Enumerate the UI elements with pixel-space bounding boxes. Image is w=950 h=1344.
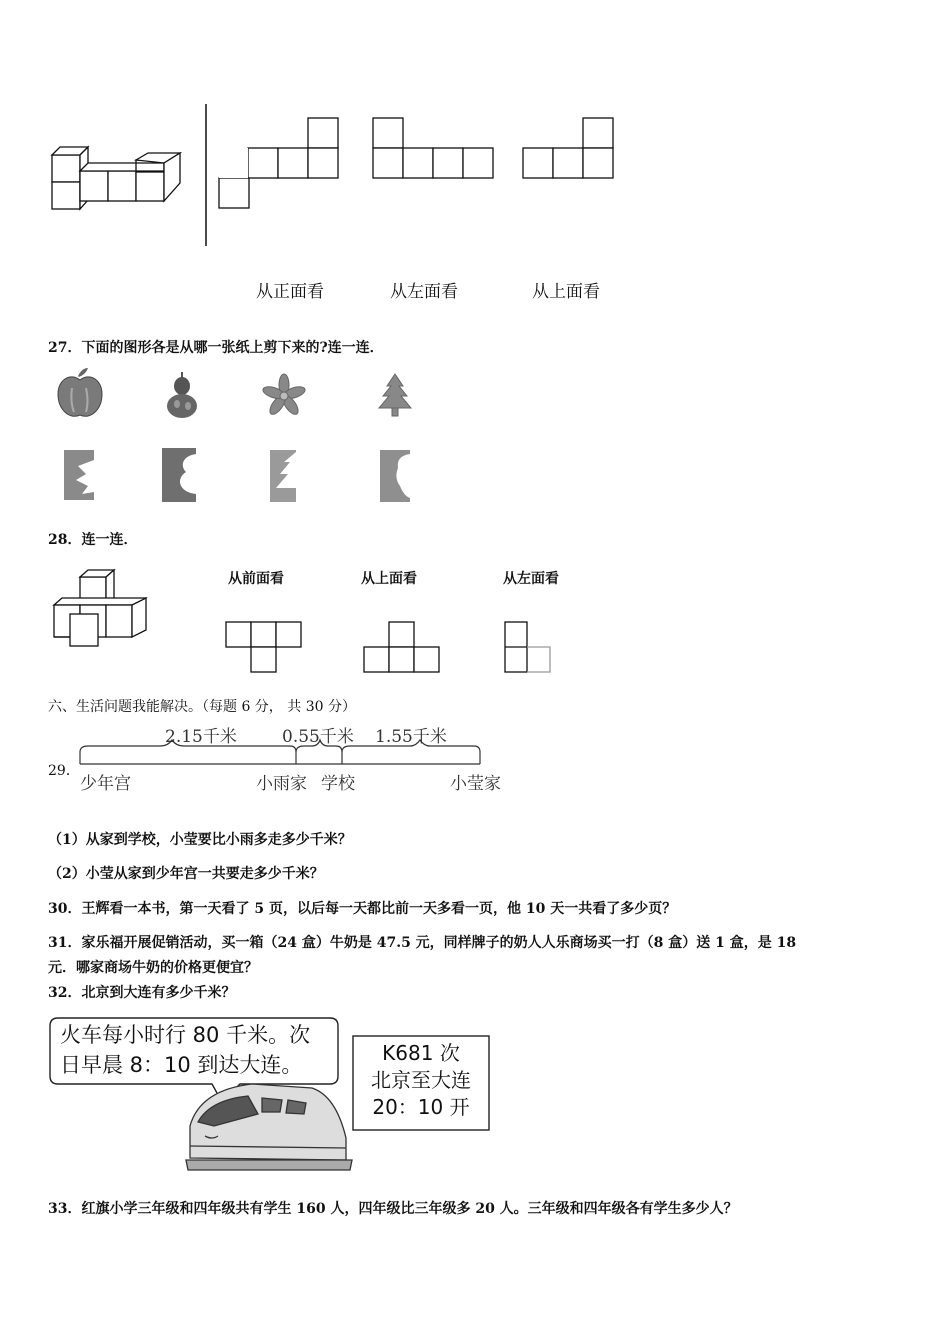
q28-label-top: 从上面看 xyxy=(361,571,417,587)
q33-text: 33．红旗小学三年级和四年级共有学生 160 人，四年级比三年级多 20 人。三年级和四年级各有学生多少人？ xyxy=(48,1201,738,1217)
q29-segment-3: 1.55千米 xyxy=(375,727,447,747)
apple-icon xyxy=(58,368,102,416)
q29-place-4: 小莹家 xyxy=(450,774,501,794)
q28-view-top xyxy=(364,622,439,672)
q26-cube-solid xyxy=(52,147,180,209)
flower-icon xyxy=(262,374,307,417)
q32-bubble-line-2: 日早晨 8：10 到达大连。 xyxy=(60,1053,303,1077)
q26-label-front: 从正面看 xyxy=(256,282,324,302)
gourd-icon xyxy=(167,372,197,418)
q32-sign-line-1: K681 次 xyxy=(382,1041,460,1065)
q32-sign-line-2: 北京至大连 xyxy=(371,1068,471,1092)
paper-cut-gourd-icon xyxy=(162,448,196,502)
q29-place-3: 学校 xyxy=(321,774,355,794)
q26-view-b xyxy=(373,118,493,178)
q26-view-c xyxy=(523,118,613,178)
q26-view-a xyxy=(219,118,338,208)
q28-view-front xyxy=(226,622,301,672)
q28-label-left: 从左面看 xyxy=(503,571,559,587)
tree-icon xyxy=(379,374,411,416)
section-6-title: 六、生活问题我能解决。（每题 6 分， 共 30 分） xyxy=(48,699,356,715)
q28-text: 28．连一连． xyxy=(48,532,138,548)
q27-figure xyxy=(0,360,950,560)
q31-line-2: 元．哪家商场牛奶的价格更便宜？ xyxy=(48,960,258,976)
q32-bubble-line-1: 火车每小时行 80 千米。次 xyxy=(60,1023,311,1047)
q28-view-left xyxy=(505,622,550,672)
q32-text: 32．北京到大连有多少千米？ xyxy=(48,985,236,1001)
q26-label-top: 从上面看 xyxy=(532,282,600,302)
q29-segment-2: 0.55千米 xyxy=(282,727,354,747)
q29-sub-1: （1）从家到学校，小莹要比小雨多走多少千米？ xyxy=(48,832,352,848)
paper-cut-apple-icon xyxy=(380,450,410,502)
q29-sub-2: （2）小莹从家到少年宫一共要走多少千米？ xyxy=(48,866,324,882)
q29-number: 29． xyxy=(48,763,80,779)
q29-place-1: 少年宫 xyxy=(80,774,131,794)
q28-cube-solid xyxy=(54,570,146,646)
q29-place-2: 小雨家 xyxy=(256,774,307,794)
paper-cut-flower-icon xyxy=(64,450,94,500)
q32-sign-line-3: 20：10 开 xyxy=(372,1095,470,1119)
q26-figure xyxy=(0,0,950,260)
q30-text: 30．王辉看一本书，第一天看了 5 页，以后每一天都比前一天多看一页，他 10 天一共看了多少页？ xyxy=(48,901,677,917)
q28-label-front: 从前面看 xyxy=(228,571,284,587)
q28-figure xyxy=(0,560,950,680)
q29-segment-1: 2.15千米 xyxy=(165,727,237,747)
q26-label-left: 从左面看 xyxy=(390,282,458,302)
paper-cut-tree-icon xyxy=(270,450,296,502)
q27-text: 27．下面的图形各是从哪一张纸上剪下来的?连一连． xyxy=(48,340,384,356)
q31-line-1: 31．家乐福开展促销活动，买一箱（24 盒）牛奶是 47.5 元，同样牌子的奶人人乐商场买一打（8 盒）送 1 盒，是 18 xyxy=(48,935,797,951)
train-icon xyxy=(186,1084,352,1170)
